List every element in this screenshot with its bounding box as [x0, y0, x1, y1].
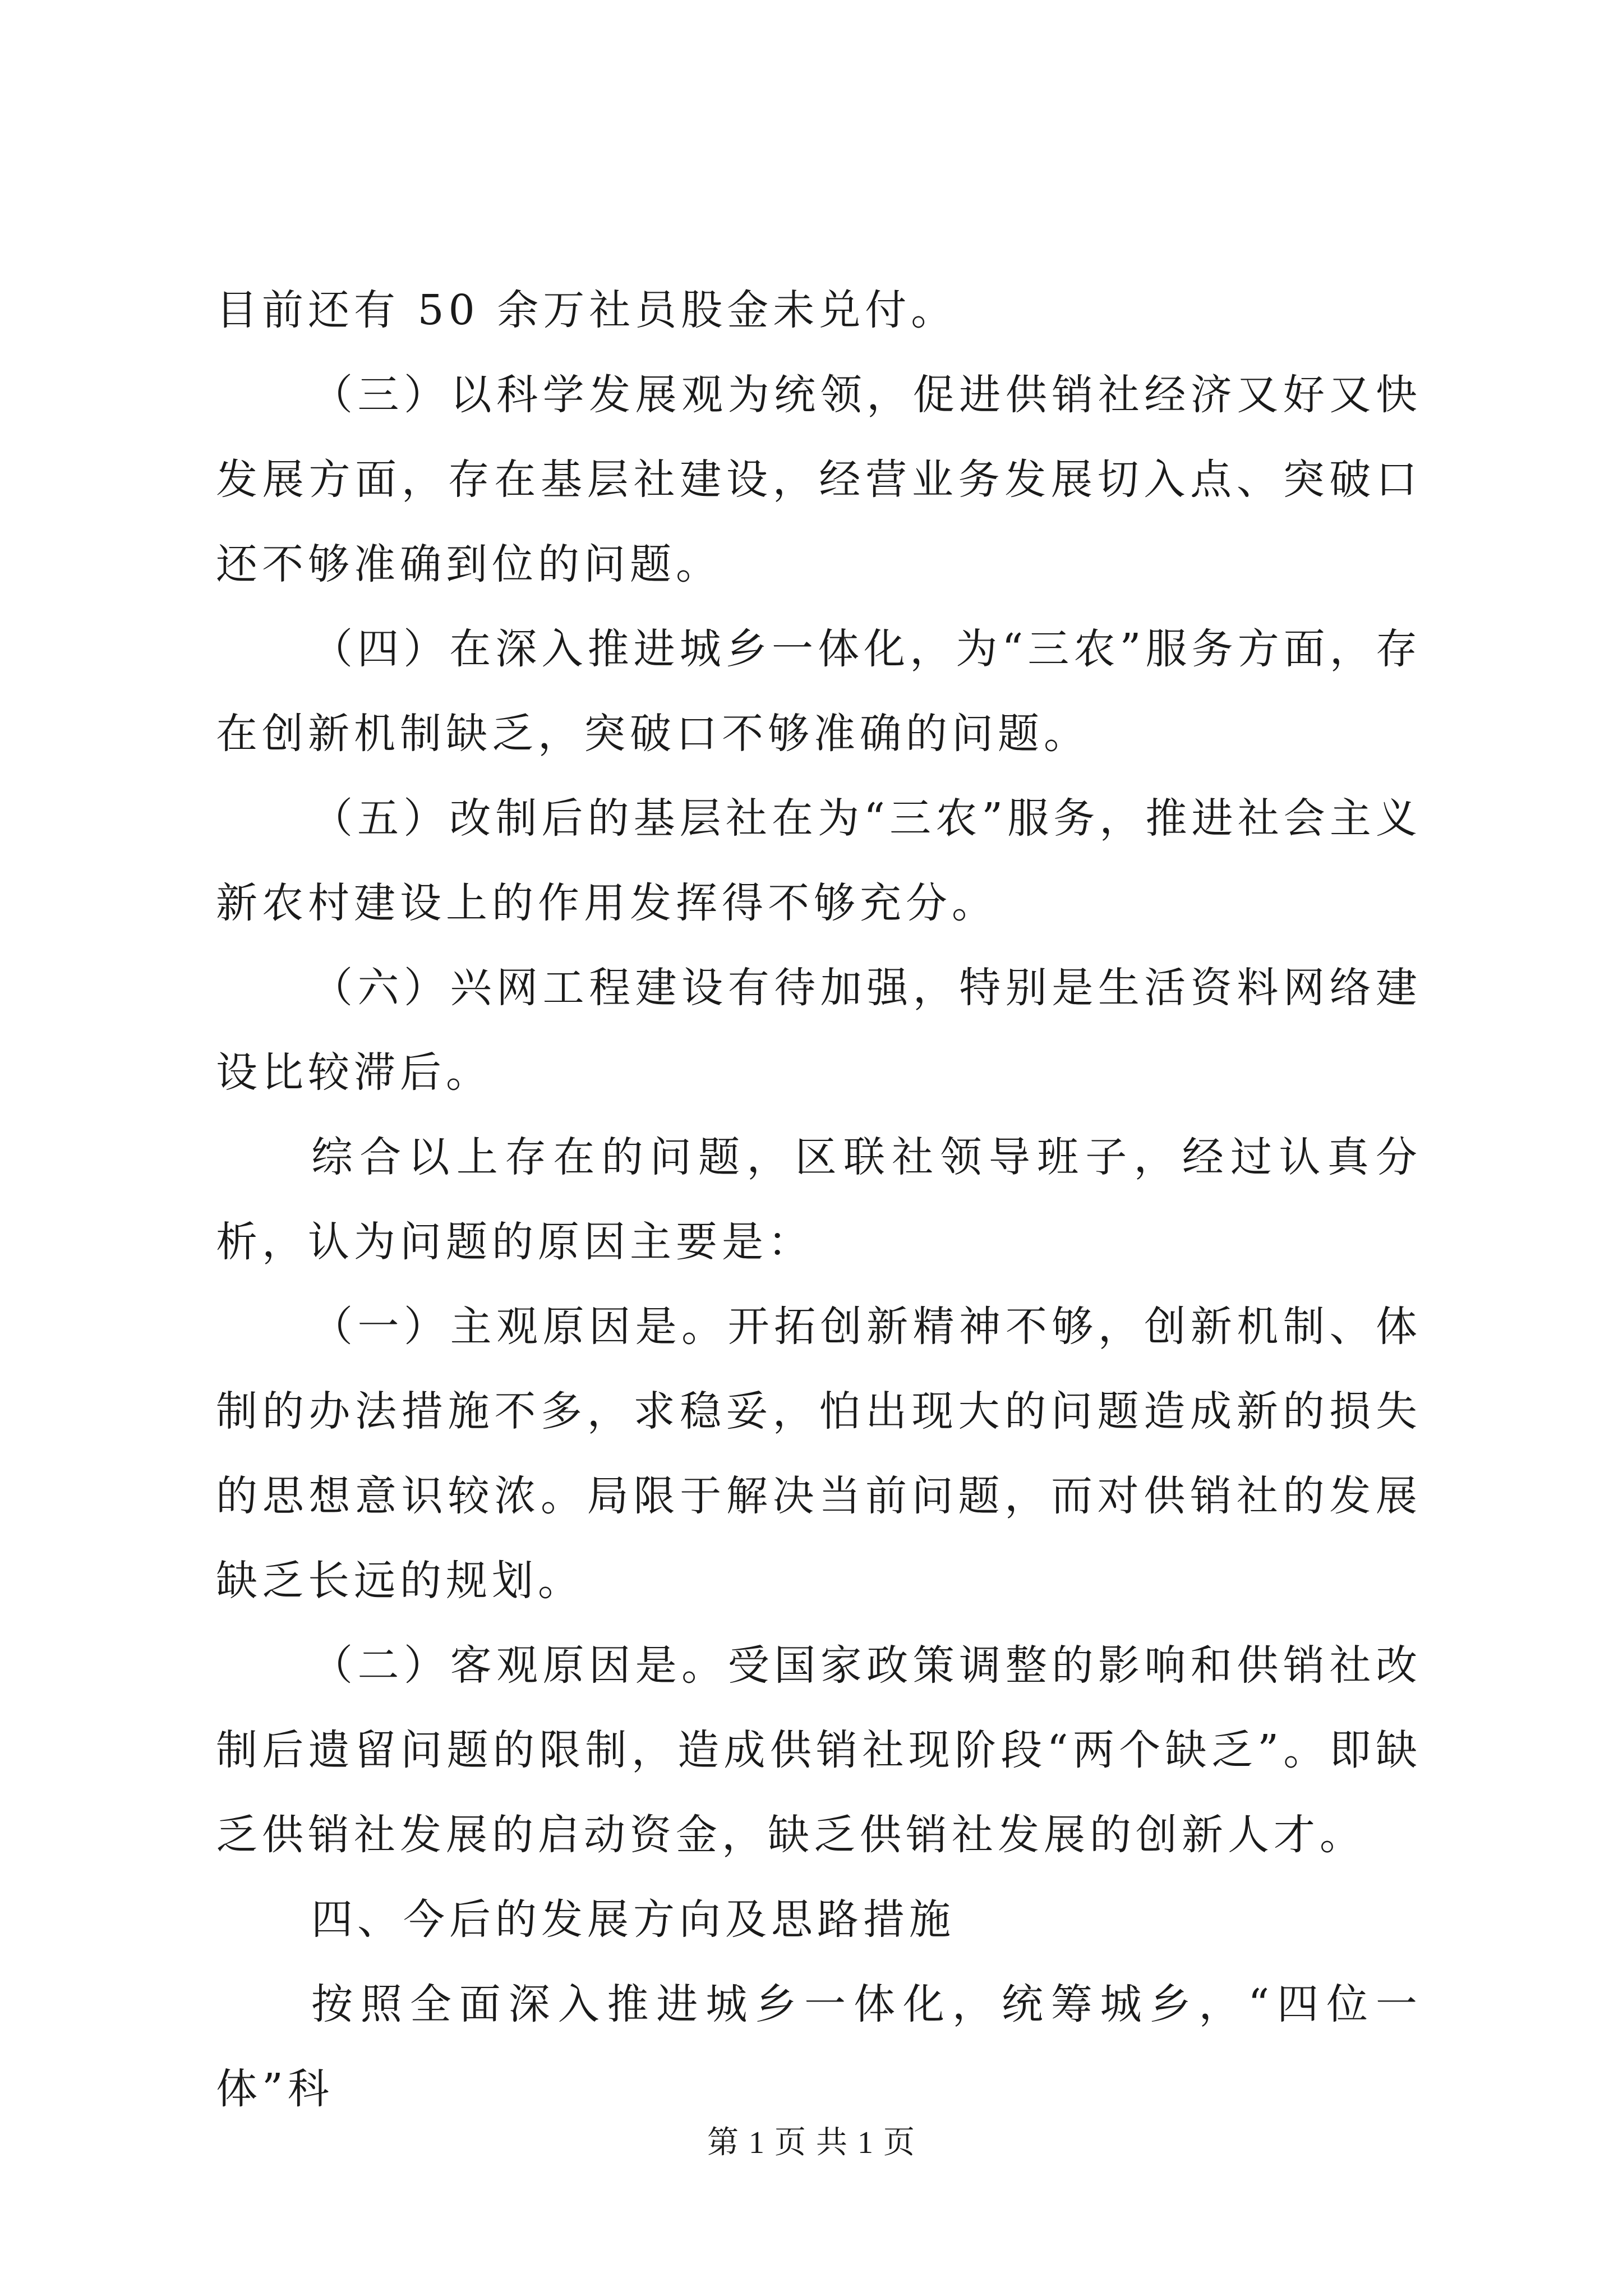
page-number-label: 第 1 页 共 1 页	[707, 2125, 916, 2160]
paragraph-item-3: （三）以科学发展观为统领，促进供销社经济又好又快发展方面，存在基层社建设，经营业务发展切入点、突破口还不够准确到位的问题。	[216, 371, 1422, 588]
section-heading-future-direction: 四、今后的发展方向及思路措施	[311, 1895, 955, 1944]
paragraph-item-6: （六）兴网工程建设有待加强，特别是生活资料网络建设比较滞后。	[216, 964, 1422, 1097]
paragraph-plan-intro: 按照全面深入推进城乡一体化，统筹城乡，“四位一体”科	[216, 1980, 1422, 2113]
document-body	[216, 268, 1422, 2132]
paragraph-item-4: （四）在深入推进城乡一体化，为“三农”服务方面，存在创新机制缺乏，突破口不够准确的问题。	[216, 625, 1422, 758]
paragraph-subjective-cause: （一）主观原因是。开拓创新精神不够，创新机制、体制的办法措施不多，求稳妥，怕出现大的问题造成新的损失的思想意识较浓。局限于解决当前问题，而对供销社的发展缺乏长远的规划。	[216, 1303, 1422, 1605]
paragraph-summary: 综合以上存在的问题，区联社领导班子，经过认真分析，认为问题的原因主要是：	[216, 1133, 1422, 1266]
page-footer	[0, 2120, 1623, 2165]
paragraph-shares-unpaid: 目前还有 50 余万社员股金未兑付。	[216, 286, 957, 334]
paragraph-objective-cause: （二）客观原因是。受国家政策调整的影响和供销社改制后遗留问题的限制，造成供销社现阶段“两个缺乏”。即缺乏供销社发展的启动资金，缺乏供销社发展的创新人才。	[216, 1641, 1422, 1859]
paragraph-item-5: （五）改制后的基层社在为“三农”服务，推进社会主义新农村建设上的作用发挥得不够充分。	[216, 794, 1422, 927]
